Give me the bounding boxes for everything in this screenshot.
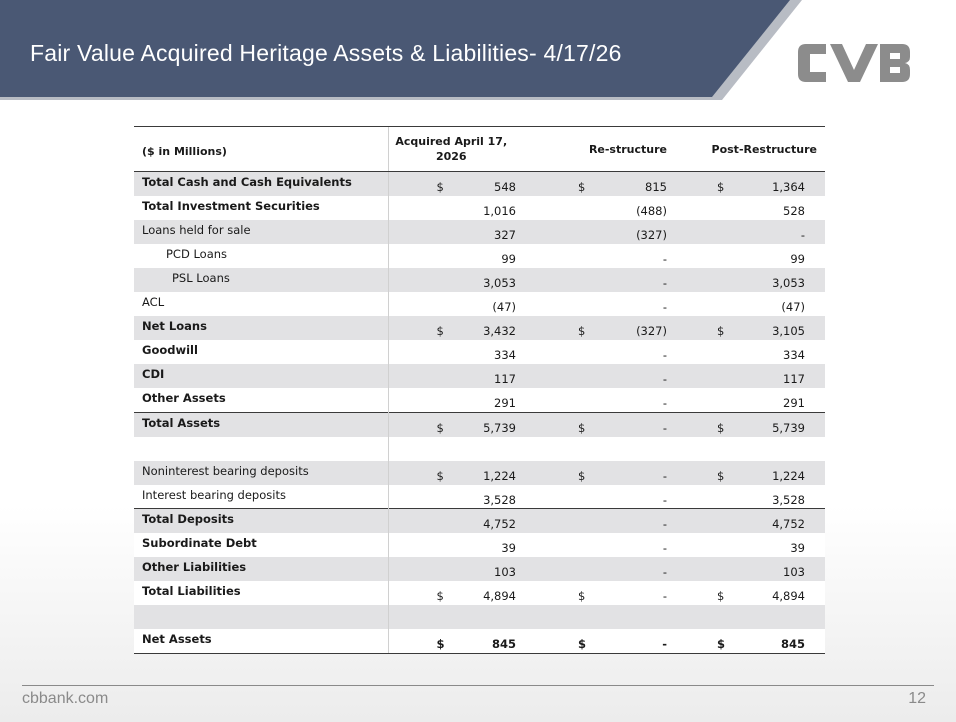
row-value-b: [530, 292, 677, 316]
row-value-b: [530, 172, 677, 196]
row-value-c: [677, 605, 825, 629]
row-value-a: [388, 292, 530, 316]
currency-symbol: $: [578, 468, 586, 483]
row-value-c: [677, 485, 825, 509]
row-value-c: [677, 581, 825, 605]
amount: 334: [783, 348, 805, 363]
table-row: [134, 581, 825, 605]
currency-symbol: $: [717, 589, 725, 604]
header-acquired-line1: Acquired April 17,: [395, 135, 508, 148]
row-value-c: [677, 509, 825, 533]
logo-letter-v: [830, 44, 878, 82]
row-value-a: [388, 220, 530, 244]
row-value-a: [388, 316, 530, 340]
row-value-c: [677, 316, 825, 340]
row-value-c: [677, 437, 825, 461]
row-value-a: [388, 268, 530, 292]
table-row: [134, 172, 825, 196]
row-value-a: [388, 364, 530, 388]
amount: 99: [790, 251, 805, 266]
table-row: [134, 509, 825, 533]
amount: -: [662, 275, 667, 290]
row-label: [134, 437, 388, 461]
amount: (327): [636, 227, 667, 242]
currency-symbol: $: [578, 589, 586, 604]
footer-website: cbbank.com: [22, 690, 109, 707]
currency-symbol: $: [436, 468, 444, 483]
amount: 548: [494, 179, 516, 194]
row-value-c: [677, 557, 825, 581]
amount: -: [662, 517, 667, 532]
row-value-c: [677, 412, 825, 436]
row-value-a: [388, 509, 530, 533]
row-value-b: [530, 461, 677, 485]
table-row: [134, 629, 825, 653]
table-row: [134, 316, 825, 340]
table-row: [134, 364, 825, 388]
amount: -: [662, 420, 667, 435]
row-label: Subordinate Debt: [142, 535, 257, 550]
currency-symbol: $: [578, 324, 586, 339]
amount: 39: [790, 540, 805, 555]
amount: 845: [780, 637, 805, 652]
table-row: [134, 533, 825, 557]
table-row: [134, 292, 825, 316]
row-value-b: [530, 581, 677, 605]
currency-symbol: $: [578, 637, 587, 652]
amount: 4,894: [772, 589, 805, 604]
header-restructure: Re-structure: [530, 127, 677, 172]
currency-symbol: $: [436, 589, 444, 604]
row-label: ACL: [142, 294, 165, 309]
table-row: [134, 196, 825, 220]
amount: 117: [494, 372, 516, 387]
amount: (488): [636, 203, 667, 218]
row-value-a: [388, 485, 530, 509]
currency-symbol: $: [717, 324, 725, 339]
currency-symbol: $: [717, 468, 725, 483]
amount: 3,053: [772, 275, 805, 290]
table-row: [134, 412, 825, 436]
cvb-logo: [796, 40, 912, 86]
table-row: [134, 220, 825, 244]
row-value-b: [530, 196, 677, 220]
row-label: Goodwill: [142, 343, 198, 358]
row-label: Loans held for sale: [142, 222, 251, 237]
amount: 3,105: [772, 324, 805, 339]
row-value-a: [388, 244, 530, 268]
row-value-b: [530, 340, 677, 364]
row-value-a: [388, 461, 530, 485]
row-value-c: [677, 533, 825, 557]
row-value-a: [388, 388, 530, 412]
row-value-a: [388, 629, 530, 653]
amount: (47): [781, 300, 805, 315]
row-value-a: [388, 196, 530, 220]
row-label: PCD Loans: [166, 246, 228, 261]
table-row: [134, 485, 825, 509]
currency-symbol: $: [717, 179, 725, 194]
row-value-a: [388, 533, 530, 557]
page-number: 12: [908, 690, 926, 707]
amount: -: [662, 372, 667, 387]
row-value-c: [677, 196, 825, 220]
row-label: [134, 605, 388, 629]
amount: -: [662, 396, 667, 411]
row-value-c: [677, 461, 825, 485]
row-label: Total Cash and Cash Equivalents: [142, 175, 352, 189]
amount: 3,432: [483, 324, 516, 339]
currency-symbol: $: [436, 324, 444, 339]
amount: -: [662, 348, 667, 363]
amount: 3,053: [483, 275, 516, 290]
row-label: Total Investment Securities: [142, 198, 320, 213]
row-value-b: [530, 485, 677, 509]
row-value-a: [388, 581, 530, 605]
amount: 845: [491, 637, 516, 652]
amount: -: [800, 227, 805, 242]
fair-value-table: [134, 126, 825, 654]
row-label: Total Assets: [134, 412, 388, 436]
row-value-b: [530, 388, 677, 412]
row-value-c: [677, 629, 825, 653]
slide-title: Fair Value Acquired Heritage Assets & Liabilities- 4/17/26: [30, 40, 622, 66]
row-value-b: [530, 316, 677, 340]
row-value-a: [388, 437, 530, 461]
amount: -: [662, 565, 667, 580]
amount: -: [662, 468, 667, 483]
amount: 103: [494, 565, 516, 580]
row-value-a: [388, 605, 530, 629]
amount: 815: [645, 179, 667, 194]
header-acquired-line2: 2026: [435, 150, 467, 163]
row-label: CDI: [142, 367, 165, 382]
amount: 291: [494, 396, 516, 411]
header-units: ($ in Millions): [134, 127, 388, 172]
amount: 334: [494, 348, 516, 363]
table-row: [134, 557, 825, 581]
table-row: [134, 244, 825, 268]
amount: 4,752: [483, 517, 516, 532]
table-row: [134, 340, 825, 364]
table-row: [134, 461, 825, 485]
row-value-b: [530, 364, 677, 388]
table-row: [134, 388, 825, 412]
amount: 1,224: [483, 468, 516, 483]
row-value-b: [530, 220, 677, 244]
row-label: PSL Loans: [172, 270, 230, 285]
row-value-c: [677, 340, 825, 364]
amount: 99: [501, 251, 516, 266]
row-value-c: [677, 268, 825, 292]
row-value-b: [530, 629, 677, 653]
currency-symbol: $: [717, 637, 726, 652]
currency-symbol: $: [578, 420, 586, 435]
amount: -: [662, 637, 667, 652]
amount: -: [662, 492, 667, 507]
row-value-c: [677, 292, 825, 316]
currency-symbol: $: [717, 420, 725, 435]
amount: 1,016: [483, 203, 516, 218]
amount: 39: [501, 540, 516, 555]
amount: 4,894: [483, 589, 516, 604]
table-row: [134, 437, 825, 461]
row-value-c: [677, 172, 825, 196]
row-value-a: [388, 557, 530, 581]
currency-symbol: $: [436, 637, 445, 652]
row-value-b: [530, 533, 677, 557]
row-value-b: [530, 437, 677, 461]
amount: 103: [783, 565, 805, 580]
table-row: [134, 605, 825, 629]
row-label: Other Assets: [142, 391, 226, 406]
logo-letter-c: [798, 44, 826, 82]
row-label: Interest bearing deposits: [142, 487, 286, 502]
amount: -: [662, 300, 667, 315]
amount: 3,528: [483, 492, 516, 507]
amount: 1,224: [772, 468, 805, 483]
row-value-c: [677, 364, 825, 388]
header-acquired: [388, 127, 530, 172]
amount: 5,739: [772, 420, 805, 435]
row-label: Other Liabilities: [142, 560, 247, 574]
amount: (327): [636, 324, 667, 339]
amount: 5,739: [483, 420, 516, 435]
currency-symbol: $: [436, 179, 444, 194]
logo-letter-b: [880, 44, 910, 82]
row-value-a: [388, 412, 530, 436]
amount: -: [662, 540, 667, 555]
amount: 4,752: [772, 517, 805, 532]
row-label: Total Liabilities: [142, 584, 241, 599]
row-label: Net Assets: [134, 629, 388, 653]
row-label: Total Deposits: [134, 509, 388, 533]
amount: -: [662, 251, 667, 266]
row-value-b: [530, 605, 677, 629]
amount: 3,528: [772, 492, 805, 507]
table-row: [134, 268, 825, 292]
amount: 291: [783, 396, 805, 411]
header-post-restructure: Post-Restructure: [677, 127, 825, 172]
row-label: Noninterest bearing deposits: [142, 463, 309, 478]
table-header-row: [134, 127, 825, 172]
row-value-b: [530, 509, 677, 533]
amount: 528: [783, 203, 805, 218]
amount: 327: [494, 227, 516, 242]
row-value-c: [677, 244, 825, 268]
row-value-a: [388, 340, 530, 364]
currency-symbol: $: [578, 179, 586, 194]
row-value-b: [530, 268, 677, 292]
amount: -: [662, 589, 667, 604]
row-value-c: [677, 388, 825, 412]
row-value-b: [530, 412, 677, 436]
row-label: Net Loans: [142, 319, 207, 334]
row-value-c: [677, 220, 825, 244]
currency-symbol: $: [436, 420, 444, 435]
amount: (47): [492, 300, 516, 315]
row-value-b: [530, 557, 677, 581]
row-value-b: [530, 244, 677, 268]
amount: 117: [783, 372, 805, 387]
amount: 1,364: [772, 179, 805, 194]
footer-divider: [22, 685, 934, 686]
row-value-a: [388, 172, 530, 196]
